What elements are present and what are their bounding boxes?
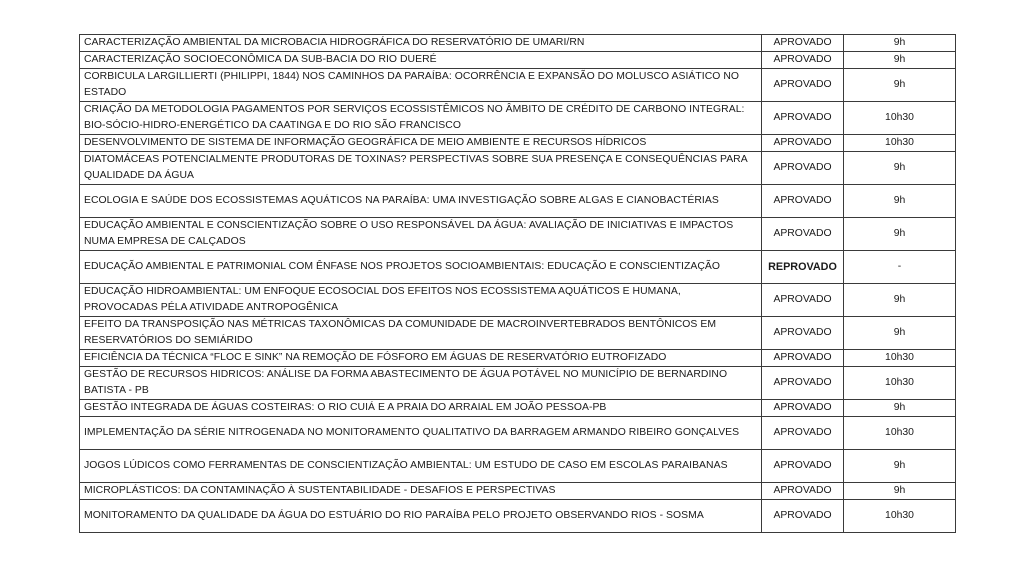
table-row [80,185,956,218]
hours-cell: 9h [844,152,956,185]
work-title: JOGOS LÚDICOS COMO FERRAMENTAS DE CONSCIENTIZAÇÃO AMBIENTAL: UM ESTUDO DE CASO EM ESCOLAS PARAIBANAS [80,450,762,483]
status-cell: APROVADO [762,483,844,500]
hours-cell: - [844,251,956,284]
table-row [80,52,956,69]
work-title: ECOLOGIA E SAÚDE DOS ECOSSISTEMAS AQUÁTICOS NA PARAÍBA: UMA INVESTIGAÇÃO SOBRE ALGAS E CIANOBACTÉRIAS [80,185,762,218]
table-row [80,350,956,367]
table-row [80,251,956,284]
status-cell: APROVADO [762,152,844,185]
hours-cell: 9h [844,317,956,350]
hours-cell: 10h30 [844,367,956,400]
work-title: CORBICULA LARGILLIERTI (PHILIPPI, 1844) NOS CAMINHOS DA PARAÍBA: OCORRÊNCIA E EXPANSÃO DO MOLUSCO ASIÁTICO NO ESTADO [80,69,762,102]
work-title: GESTÃO INTEGRADA DE ÁGUAS COSTEIRAS: O RIO CUIÁ E A PRAIA DO ARRAIAL EM JOÃO PESSOA-PB [80,400,762,417]
status-cell: APROVADO [762,69,844,102]
work-title: CARACTERIZAÇÃO AMBIENTAL DA MICROBACIA HIDROGRÁFICA DO RESERVATÓRIO DE UMARI/RN [80,35,762,52]
status-cell: APROVADO [762,417,844,450]
work-title: EDUCAÇÃO AMBIENTAL E PATRIMONIAL COM ÊNFASE NOS PROJETOS SOCIOAMBIENTAIS: EDUCAÇÃO E CONSCIENTIZAÇÃO [80,251,762,284]
work-title: EDUCAÇÃO AMBIENTAL E CONSCIENTIZAÇÃO SOBRE O USO RESPONSÁVEL DA ÁGUA: AVALIAÇÃO DE INICIATIVAS E IMPACTOS NUMA EMPRESA DE CALÇADOS [80,218,762,251]
work-title: DESENVOLVIMENTO DE SISTEMA DE INFORMAÇÃO GEOGRÁFICA DE MEIO AMBIENTE E RECURSOS HÍDRICOS [80,135,762,152]
table-row [80,69,956,102]
status-cell: APROVADO [762,500,844,533]
status-cell: REPROVADO [762,251,844,284]
table-row [80,483,956,500]
table-row [80,367,956,400]
hours-cell: 9h [844,69,956,102]
status-cell: APROVADO [762,218,844,251]
hours-cell: 10h30 [844,417,956,450]
status-cell: APROVADO [762,317,844,350]
table-row [80,218,956,251]
work-title: CARACTERIZAÇÃO SOCIOECONÔMICA DA SUB-BACIA DO RIO DUERÉ [80,52,762,69]
table-row [80,35,956,52]
hours-cell: 10h30 [844,350,956,367]
hours-cell: 10h30 [844,102,956,135]
work-title: GESTÃO DE RECURSOS HIDRICOS: ANÁLISE DA FORMA ABASTECIMENTO DE ÁGUA POTÁVEL NO MUNICÍPIO DE BERNARDINO BATISTA - PB [80,367,762,400]
status-cell: APROVADO [762,367,844,400]
table-row [80,400,956,417]
hours-cell: 10h30 [844,135,956,152]
status-cell: APROVADO [762,350,844,367]
status-cell: APROVADO [762,450,844,483]
status-cell: APROVADO [762,35,844,52]
work-title: EFEITO DA TRANSPOSIÇÃO NAS MÉTRICAS TAXONÔMICAS DA COMUNIDADE DE MACROINVERTEBRADOS BENTÔNICOS EM RESERVATÓRIOS DO SEMIÁRIDO [80,317,762,350]
status-cell: APROVADO [762,185,844,218]
hours-cell: 9h [844,218,956,251]
hours-cell: 9h [844,284,956,317]
work-title: DIATOMÁCEAS POTENCIALMENTE PRODUTORAS DE TOXINAS? PERSPECTIVAS SOBRE SUA PRESENÇA E CONSEQUÊNCIAS PARA QUALIDADE DA ÁGUA [80,152,762,185]
table-row [80,102,956,135]
results-table [79,34,956,533]
work-title: MONITORAMENTO DA QUALIDADE DA ÁGUA DO ESTUÁRIO DO RIO PARAÍBA PELO PROJETO OBSERVANDO RIOS - SOSMA [80,500,762,533]
table-row [80,135,956,152]
hours-cell: 9h [844,483,956,500]
table-row [80,152,956,185]
work-title: CRIAÇÃO DA METODOLOGIA PAGAMENTOS POR SERVIÇOS ECOSSISTÊMICOS NO ÂMBITO DE CRÉDITO DE CARBONO INTEGRAL: BIO-SÓCIO-HIDRO-ENERGÉTICO DA CAATINGA E DO RIO SÃO FRANCISCO [80,102,762,135]
work-title: EDUCAÇÃO HIDROAMBIENTAL: UM ENFOQUE ECOSOCIAL DOS EFEITOS NOS ECOSSISTEMA AQUÁTICOS E HUMANA, PROVOCADAS PÉLA ATIVIDADE ANTROPOGÊNICA [80,284,762,317]
status-cell: APROVADO [762,102,844,135]
table-row [80,284,956,317]
results-table-body [80,35,956,533]
table-row [80,450,956,483]
table-row [80,317,956,350]
status-cell: APROVADO [762,52,844,69]
hours-cell: 9h [844,400,956,417]
status-cell: APROVADO [762,400,844,417]
work-title: EFICIÊNCIA DA TÉCNICA “FLOC E SINK” NA REMOÇÃO DE FÓSFORO EM ÁGUAS DE RESERVATÓRIO EUTROFIZADO [80,350,762,367]
hours-cell: 9h [844,450,956,483]
work-title: IMPLEMENTAÇÃO DA SÉRIE NITROGENADA NO MONITORAMENTO QUALITATIVO DA BARRAGEM ARMANDO RIBEIRO GONÇALVES [80,417,762,450]
table-row [80,500,956,533]
status-cell: APROVADO [762,284,844,317]
hours-cell: 10h30 [844,500,956,533]
hours-cell: 9h [844,185,956,218]
table-row [80,417,956,450]
work-title: MICROPLÁSTICOS: DA CONTAMINAÇÃO À SUSTENTABILIDADE - DESAFIOS E PERSPECTIVAS [80,483,762,500]
hours-cell: 9h [844,52,956,69]
status-cell: APROVADO [762,135,844,152]
hours-cell: 9h [844,35,956,52]
